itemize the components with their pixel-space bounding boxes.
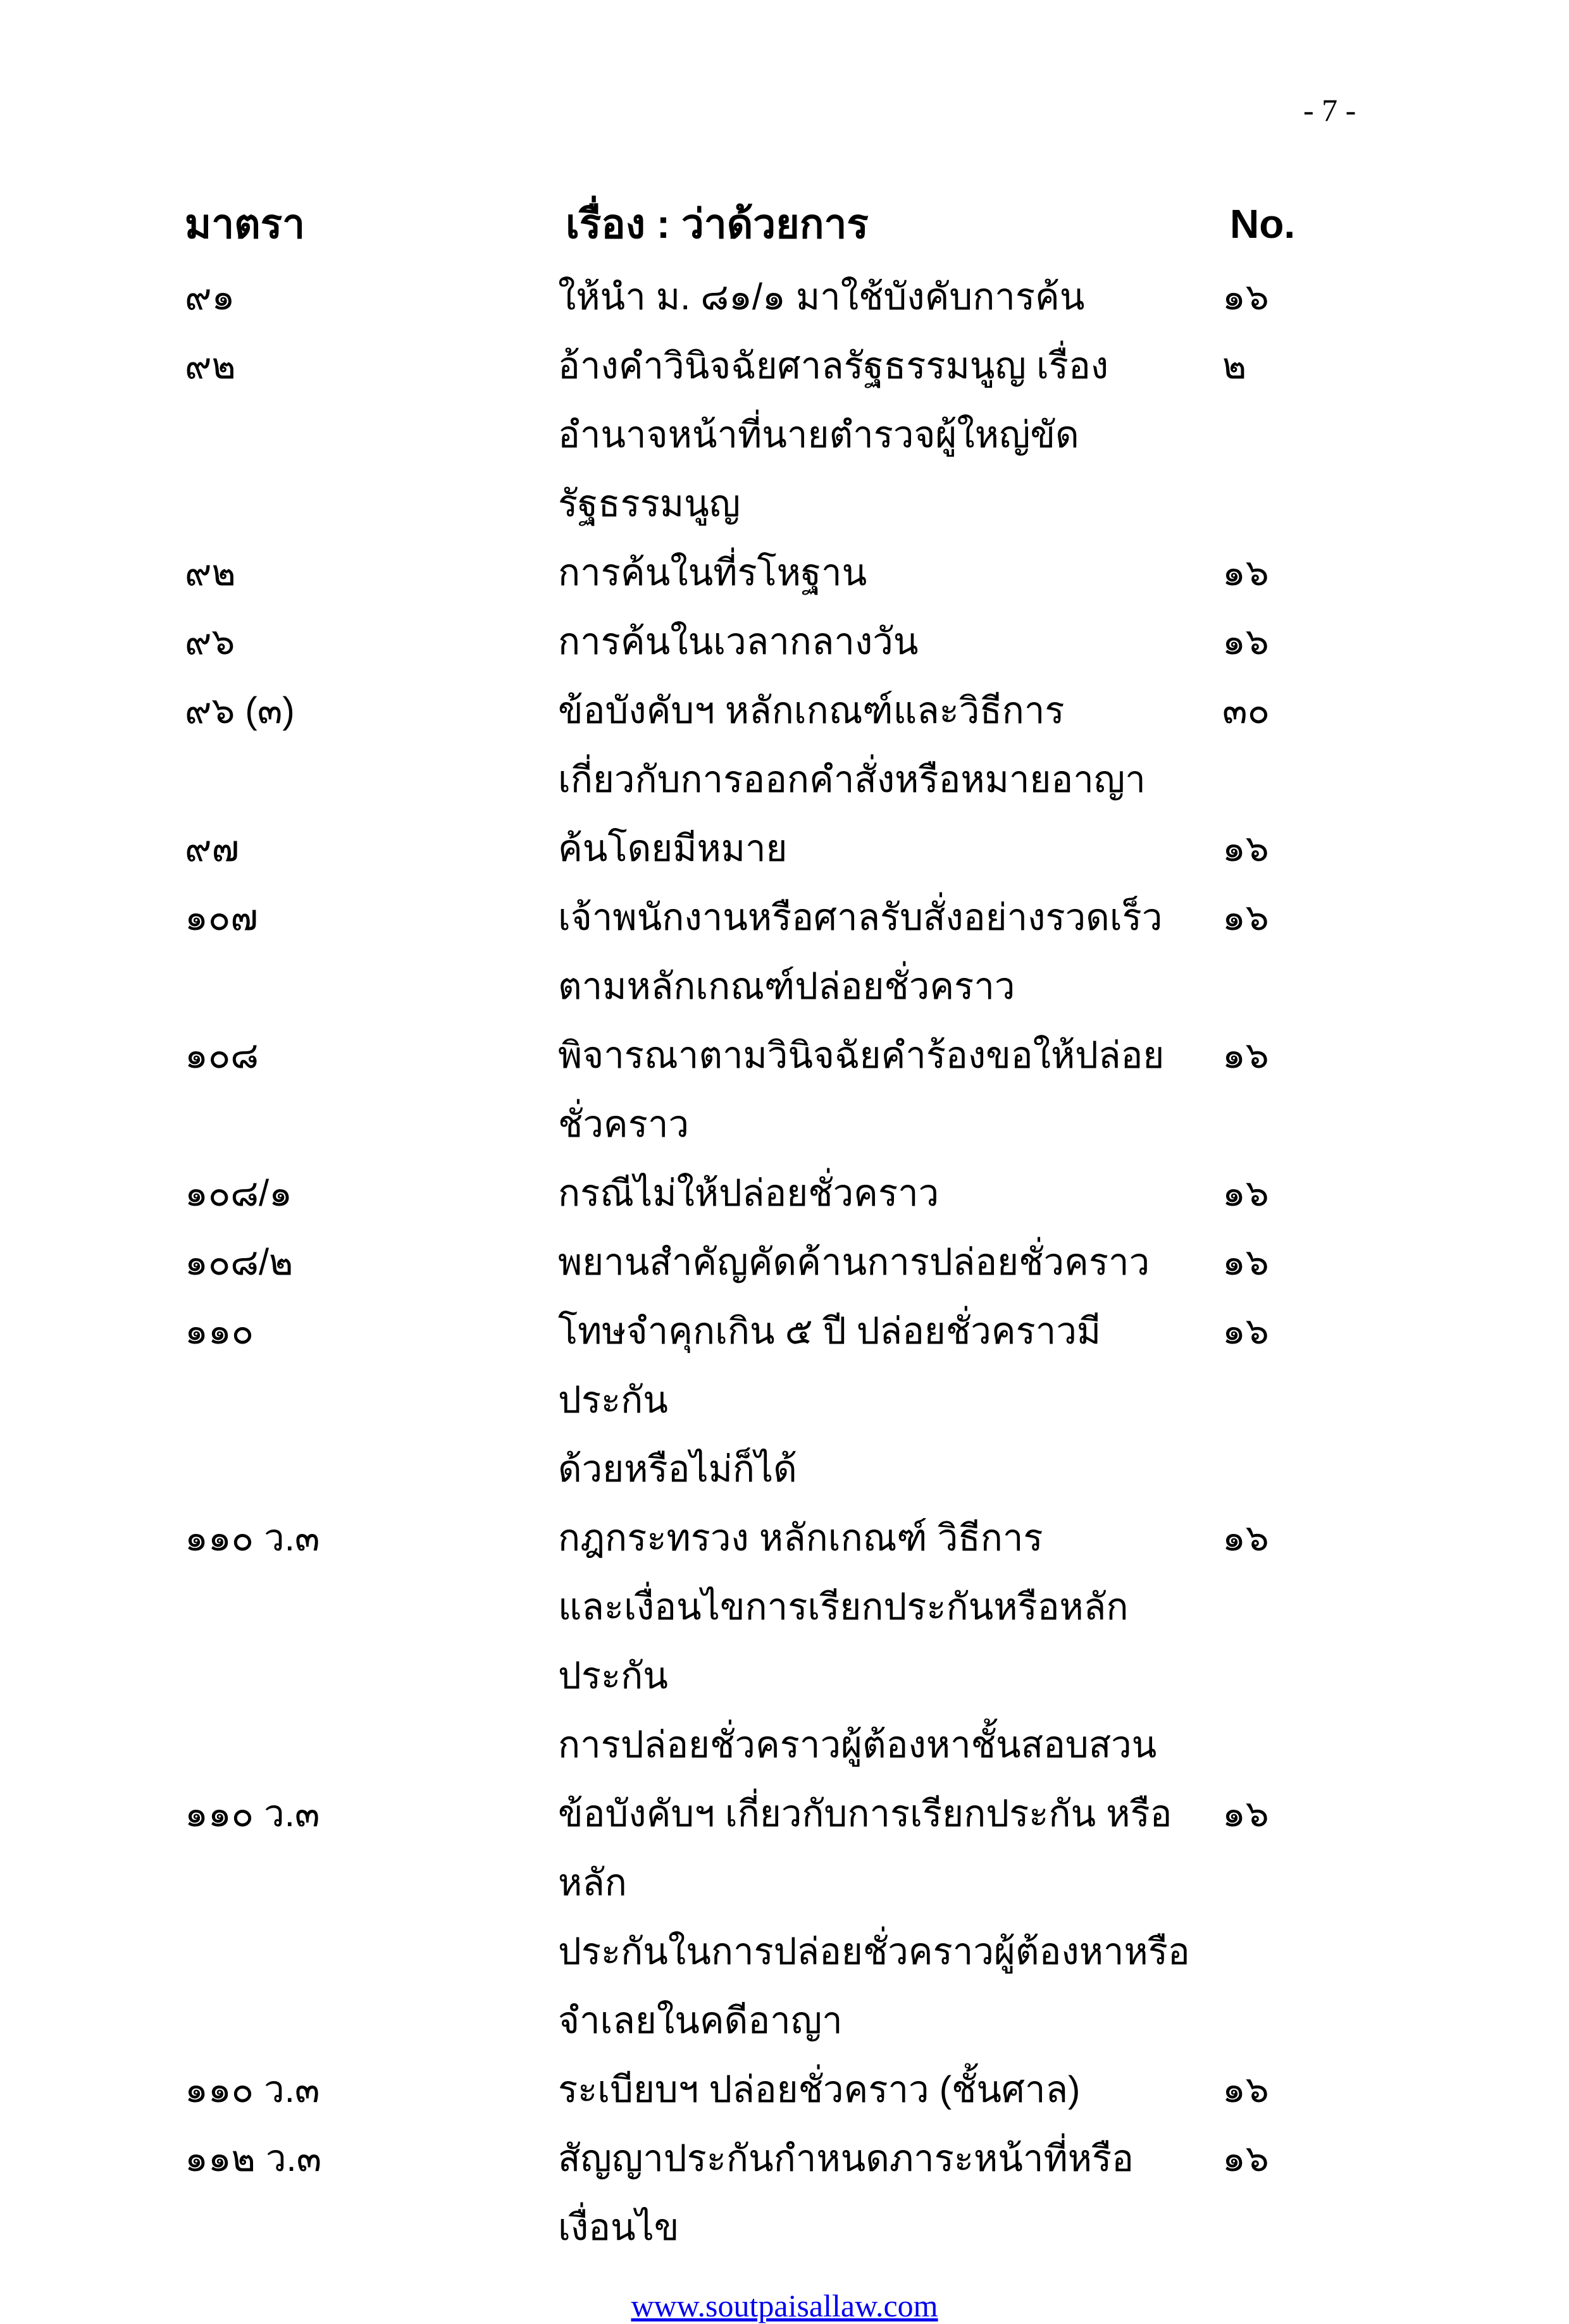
reference-number: ๒: [1222, 345, 1247, 386]
table-row: [0, 2055, 1569, 2124]
table-row: [0, 331, 1569, 538]
subject-text: เกี่ยวกับการออกคำสั่งหรือหมายอาญา: [558, 759, 1146, 800]
reference-number: ๑๖: [1222, 828, 1269, 869]
subject-text: พยานสำคัญคัดค้านการปล่อยชั่วคราว: [558, 1242, 1150, 1283]
subject-cell: [558, 883, 1210, 1021]
subject-cell: [558, 2055, 1210, 2124]
table-row: [0, 538, 1569, 607]
subject-cell: [558, 607, 1210, 676]
subject-cell: [558, 676, 1210, 814]
section-number: ๙๒: [185, 552, 236, 593]
table-row: [0, 676, 1569, 814]
reference-number: ๑๖: [1222, 1793, 1269, 1834]
subject-text: ค้นโดยมีหมาย: [558, 828, 788, 869]
subject-text: ข้อบังคับฯ หลักเกณฑ์และวิธีการ: [558, 690, 1065, 731]
website-link[interactable]: www.soutpaisallaw.com: [631, 2288, 938, 2323]
reference-number: ๑๖: [1222, 1173, 1269, 1214]
subject-cell: [558, 331, 1210, 538]
section-number: ๑๐๘: [185, 1035, 259, 1076]
subject-cell: [558, 1228, 1210, 1297]
header-section: มาตรา: [185, 201, 305, 247]
section-number: ๑๐๘/๒: [185, 1242, 294, 1283]
table-row: [0, 1504, 1569, 1779]
section-number: ๑๑๐ ว.๓: [185, 1793, 320, 1834]
section-number: ๑๑๐ ว.๓: [185, 2069, 320, 2110]
table-row: [0, 814, 1569, 883]
reference-number: ๑๖: [1222, 2069, 1269, 2110]
subject-text: กฎกระทรวง หลักเกณฑ์ วิธีการ: [558, 1517, 1043, 1559]
section-number: ๑๐๘/๑: [185, 1173, 292, 1214]
subject-text: สัญญาประกันกำหนดภาระหน้าที่หรือเงื่อนไข: [558, 2138, 1134, 2248]
subject-text: ตามหลักเกณฑ์ปล่อยชั่วคราว: [558, 966, 1015, 1007]
section-number: ๙๖: [185, 621, 235, 662]
subject-cell: [558, 2124, 1210, 2262]
table-row: [0, 1779, 1569, 2055]
reference-number: ๑๖: [1222, 276, 1269, 318]
table-row: [0, 1228, 1569, 1297]
page-number: - 7 -: [1303, 92, 1356, 128]
reference-number: ๓๐: [1222, 690, 1270, 731]
subject-text: พิจารณาตามวินิจฉัยคำร้องขอให้ปล่อยชั่วคราว: [558, 1035, 1165, 1145]
subject-text: การค้นในเวลากลางวัน: [558, 621, 919, 662]
subject-cell: [558, 538, 1210, 607]
subject-text: การปล่อยชั่วคราวผู้ต้องหาชั้นสอบสวน: [558, 1724, 1157, 1765]
subject-text: เจ้าพนักงานหรือศาลรับสั่งอย่างรวดเร็ว: [558, 897, 1163, 938]
reference-number: ๑๖: [1222, 552, 1269, 593]
subject-cell: [558, 263, 1210, 331]
index-table: [0, 263, 1569, 2262]
table-row: [0, 1297, 1569, 1504]
table-row: [0, 1021, 1569, 1159]
subject-text: การค้นในที่รโหฐาน: [558, 552, 867, 593]
table-row: [0, 2124, 1569, 2262]
subject-cell: [558, 1159, 1210, 1228]
subject-text: ข้อบังคับฯ เกี่ยวกับการเรียกประกัน หรือหลัก: [558, 1793, 1172, 1903]
header-subject: เรื่อง : ว่าด้วยการ: [566, 201, 869, 247]
section-number: ๙๗: [185, 828, 240, 869]
subject-text: อ้างคำวินิจฉัยศาลรัฐธรรมนูญ เรื่อง: [558, 345, 1109, 386]
subject-text: กรณีไม่ให้ปล่อยชั่วคราว: [558, 1173, 940, 1214]
header-no: No.: [1230, 201, 1296, 247]
subject-text: ด้วยหรือไม่ก็ได้: [558, 1449, 797, 1490]
table-row: [0, 1159, 1569, 1228]
section-number: ๑๐๗: [185, 897, 258, 938]
reference-number: ๑๖: [1222, 1311, 1269, 1352]
table-row: [0, 883, 1569, 1021]
subject-text: อำนาจหน้าที่นายตำรวจผู้ใหญ่ขัดรัฐธรรมนูญ: [558, 414, 1079, 524]
subject-cell: [558, 1504, 1210, 1779]
reference-number: ๑๖: [1222, 1517, 1269, 1559]
subject-text: และเงื่อนไขการเรียกประกันหรือหลักประกัน: [558, 1586, 1129, 1697]
section-number: ๙๑: [185, 276, 235, 318]
section-number: ๑๑๐ ว.๓: [185, 1517, 320, 1559]
table-row: [0, 263, 1569, 331]
subject-text: ระเบียบฯ ปล่อยชั่วคราว (ชั้นศาล): [558, 2069, 1081, 2110]
section-number: ๑๑๐: [185, 1311, 254, 1352]
reference-number: ๑๖: [1222, 1035, 1269, 1076]
subject-cell: [558, 1779, 1210, 2055]
reference-number: ๑๖: [1222, 2138, 1269, 2179]
section-number: ๙๖ (๓): [185, 690, 295, 731]
subject-cell: [558, 1021, 1210, 1159]
subject-cell: [558, 1297, 1210, 1504]
subject-text: จำเลยในคดีอาญา: [558, 2000, 843, 2041]
reference-number: ๑๖: [1222, 1242, 1269, 1283]
section-number: ๙๒: [185, 345, 236, 386]
subject-cell: [558, 814, 1210, 883]
reference-number: ๑๖: [1222, 897, 1269, 938]
table-row: [0, 607, 1569, 676]
subject-text: ประกันในการปล่อยชั่วคราวผู้ต้องหาหรือ: [558, 1931, 1190, 1972]
footer: [0, 2287, 1569, 2324]
subject-text: โทษจำคุกเกิน ๕ ปี ปล่อยชั่วคราวมีประกัน: [558, 1311, 1101, 1421]
section-number: ๑๑๒ ว.๓: [185, 2138, 322, 2179]
reference-number: ๑๖: [1222, 621, 1269, 662]
subject-text: ให้นำ ม. ๘๑/๑ มาใช้บังคับการค้น: [558, 276, 1085, 318]
